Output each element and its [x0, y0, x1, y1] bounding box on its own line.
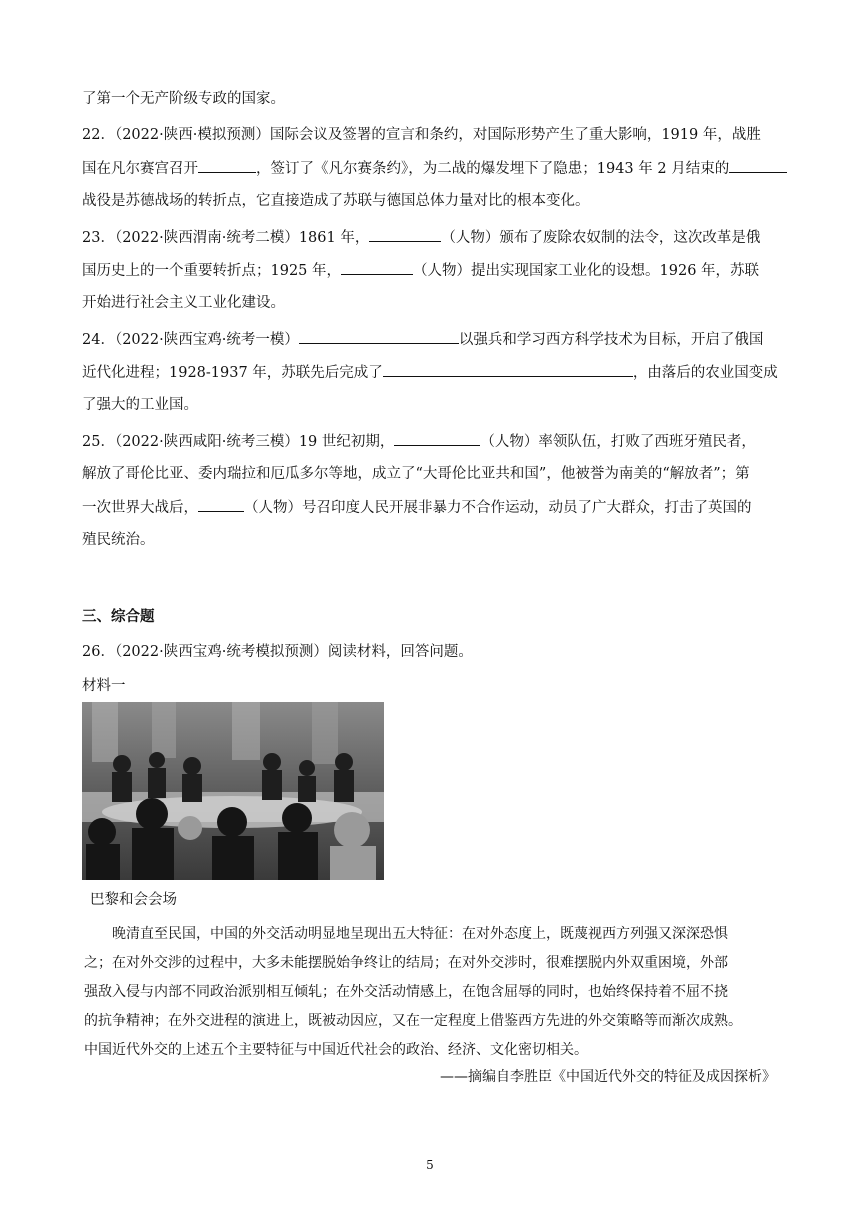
answer-blank[interactable]	[299, 329, 459, 344]
q24-text: ，由落后的农业国变成	[632, 365, 778, 381]
q25-line-4: 殖民统治。	[82, 532, 155, 548]
q23-text: 23．（2022·陕西渭南·统考二模）1861 年，	[82, 230, 370, 246]
q22-text: 国在凡尔赛宫召开	[82, 161, 198, 177]
q22-line-2	[82, 158, 782, 179]
section-heading: 三、综合题	[82, 608, 155, 625]
passage-line: 之；在对外交涉的过程中，大多未能摆脱始争终让的结局；在对外交涉时，很难摆脱内外双重困境，外部	[84, 955, 728, 971]
q23-line-3: 开始进行社会主义工业化建设。	[82, 295, 285, 311]
q23-line-2	[82, 260, 782, 281]
q23-line-1	[82, 227, 782, 248]
photo-caption: 巴黎和会会场	[90, 892, 177, 908]
answer-blank[interactable]	[383, 362, 633, 377]
q24-line-3: 了强大的工业国。	[82, 397, 198, 413]
q23-text: （人物）提出实现国家工业化的设想。1926 年，苏联	[413, 263, 760, 279]
q24-text: 以强兵和学习西方科学技术为目标，开启了俄国	[458, 332, 764, 348]
material-label: 材料一	[82, 678, 126, 694]
q26-prompt: 26．（2022·陕西宝鸡·统考模拟预测）阅读材料，回答问题。	[82, 644, 473, 660]
passage-line: 晚清直至民国，中国的外交活动明显地呈现出五大特征：在对外态度上，既蔑视西方列强又深深恐惧	[112, 926, 728, 942]
q22-line-3: 战役是苏德战场的转折点，它直接造成了苏联与德国总体力量对比的根本变化。	[82, 193, 590, 209]
answer-blank[interactable]	[394, 431, 480, 446]
q22-text: ，签订了《凡尔赛条约》，为二战的爆发埋下了隐患；1943 年 2 月结束的	[256, 161, 730, 177]
q22-line-1: 22．（2022·陕西·模拟预测）国际会议及签署的宣言和条约，对国际形势产生了重大影响，1919 年，战胜	[82, 127, 761, 143]
q25-text: （人物）率领队伍，打败了西班牙殖民者，	[480, 434, 756, 450]
q24-line-2	[82, 362, 782, 383]
q25-line-1	[82, 431, 782, 452]
q25-text: 25．（2022·陕西咸阳·统考三模）19 世纪初期，	[82, 434, 395, 450]
q25-text: 一次世界大战后，	[82, 500, 198, 516]
q21-tail: 了第一个无产阶级专政的国家。	[82, 91, 285, 107]
answer-blank[interactable]	[341, 260, 413, 275]
source-citation: ——摘编自李胜臣《中国近代外交的特征及成因探析》	[440, 1069, 776, 1085]
page-number: 5	[426, 1158, 434, 1172]
answer-blank[interactable]	[198, 497, 244, 512]
q24-text: 24．（2022·陕西宝鸡·统考一模）	[82, 332, 299, 348]
q24-text: 近代化进程；1928-1937 年，苏联先后完成了	[82, 365, 383, 381]
answer-blank[interactable]	[198, 158, 256, 173]
q23-text: 国历史上的一个重要转折点；1925 年，	[82, 263, 342, 279]
q23-text: （人物）颁布了废除农奴制的法令，这次改革是俄	[441, 230, 761, 246]
paris-peace-conference-photo	[82, 702, 384, 880]
passage-line: 强敌入侵与内部不同政治派别相互倾轧；在外交活动情感上，在饱含屈辱的同时，也始终保持着不屈不挠	[84, 984, 728, 1000]
answer-blank[interactable]	[369, 227, 441, 242]
q25-text: （人物）号召印度人民开展非暴力不合作运动，动员了广大群众，打击了英国的	[244, 500, 752, 516]
q24-line-1	[82, 329, 782, 350]
answer-blank[interactable]	[729, 158, 787, 173]
passage-line: 的抗争精神；在外交进程的演进上，既被动因应，又在一定程度上借鉴西方先进的外交策略等而渐次成熟。	[84, 1013, 742, 1029]
q25-line-3	[82, 497, 782, 518]
passage-line: 中国近代外交的上述五个主要特征与中国近代社会的政治、经济、文化密切相关。	[84, 1042, 588, 1058]
q25-line-2: 解放了哥伦比亚、委内瑞拉和厄瓜多尔等地，成立了“大哥伦比亚共和国”，他被誉为南美的“解放者”；第	[82, 466, 750, 482]
